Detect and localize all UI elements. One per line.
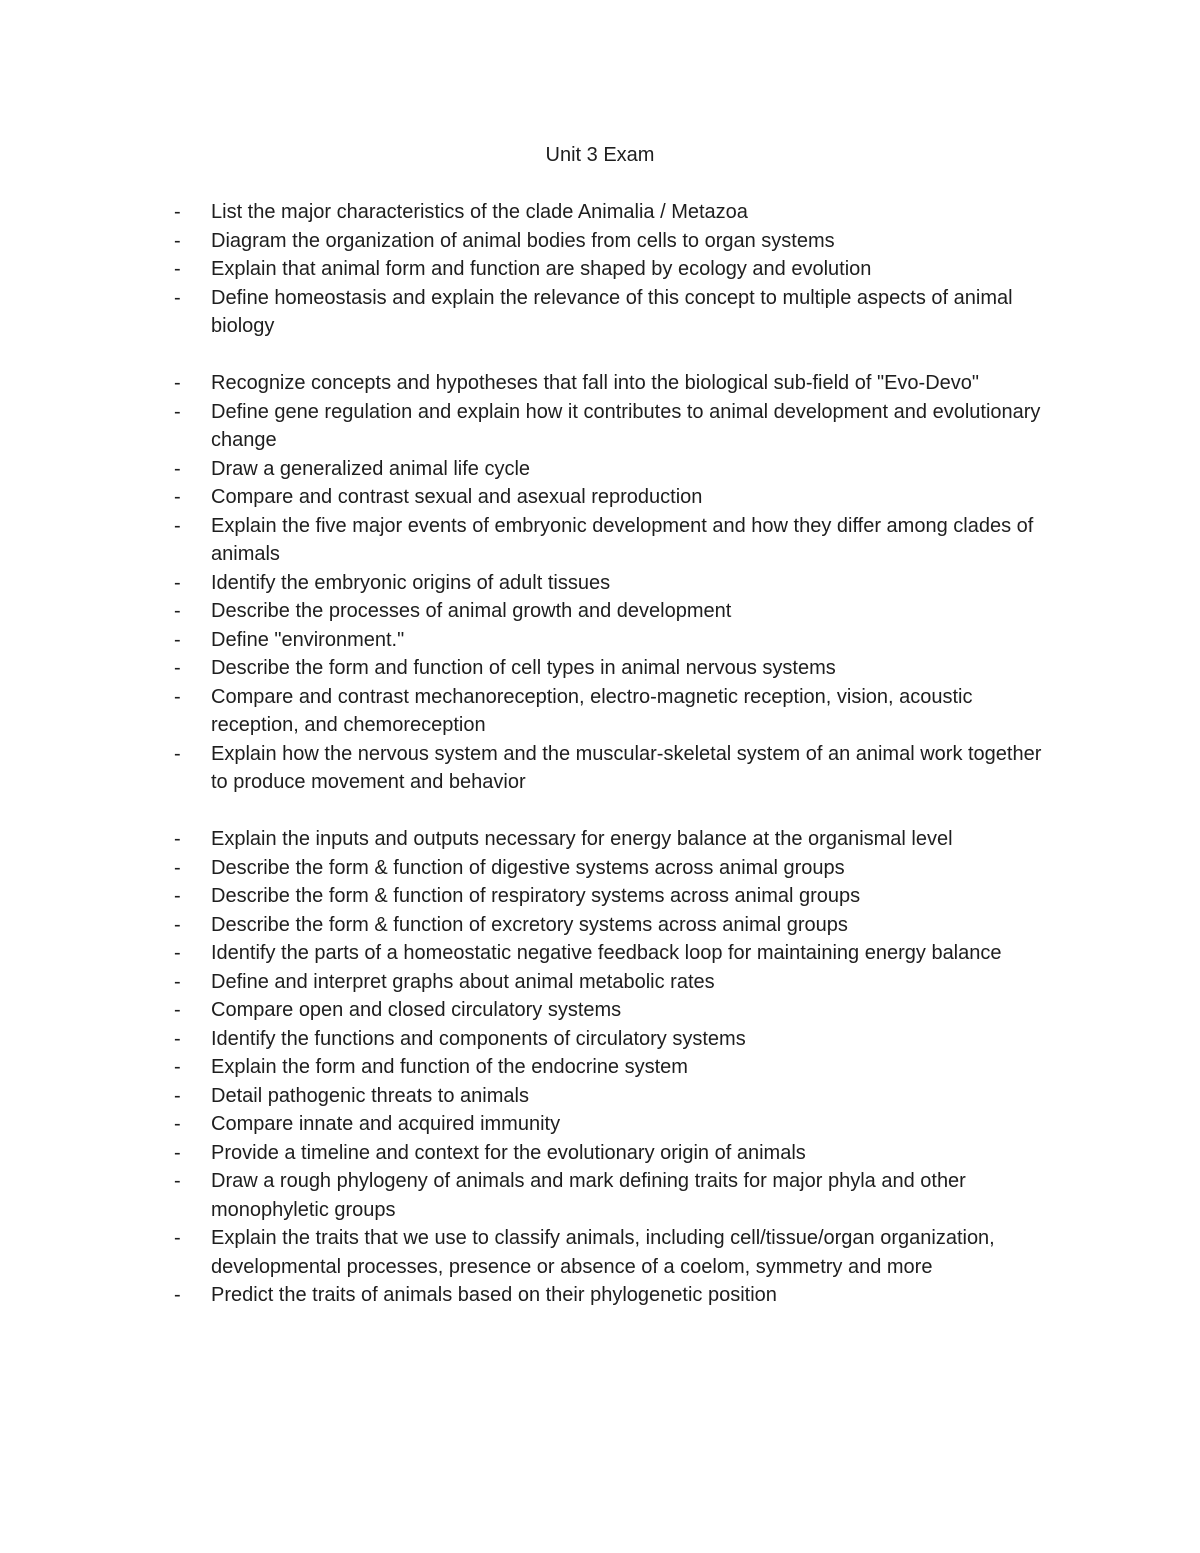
objective-text: Compare and contrast mechanoreception, electro-magnetic reception, vision, acoustic reception, and chemoreception (211, 685, 973, 736)
list-item (0, 1167, 1061, 1224)
list-item (0, 255, 1061, 284)
bullet-dash: - (174, 628, 181, 651)
list-item (0, 369, 1061, 398)
bullet-dash: - (174, 1084, 181, 1107)
list-item (0, 284, 1061, 341)
bullet-dash: - (174, 999, 181, 1021)
bullet-dash: - (174, 1056, 181, 1078)
objective-text: Draw a generalized animal life cycle (211, 457, 531, 480)
objective-text: Describe the form & function of respiratory systems across animal groups (211, 885, 861, 907)
bullet-dash: - (174, 1027, 181, 1050)
bullet-dash: - (174, 685, 181, 708)
bullet-dash: - (174, 1284, 181, 1306)
bullet-dash: - (174, 286, 181, 309)
objective-text: Describe the processes of animal growth and development (211, 600, 732, 622)
list-item (0, 740, 1061, 797)
bullet-dash: - (174, 229, 181, 252)
bullet-dash: - (174, 400, 181, 423)
objective-text: Detail pathogenic threats to animals (211, 1084, 529, 1107)
objective-text: Predict the traits of animals based on their phylogenetic position (211, 1284, 777, 1306)
bullet-dash: - (174, 970, 181, 993)
page-title: Unit 3 Exam (545, 144, 655, 166)
objective-text: List the major characteristics of the clade Animalia / Metazoa (211, 201, 748, 223)
objective-text: Identify the embryonic origins of adult tissues (211, 571, 611, 594)
list-item (0, 1139, 1061, 1168)
objective-text: Identify the parts of a homeostatic negative feedback loop for maintaining energy balance (211, 942, 1002, 964)
list-item (0, 1281, 1061, 1310)
list-item (0, 512, 1061, 569)
list-item (0, 398, 1061, 455)
bullet-dash: - (174, 514, 181, 537)
list-item (0, 911, 1061, 940)
list-item (0, 455, 1061, 484)
list-item (0, 825, 1061, 854)
objective-text: Explain the five major events of embryonic development and how they differ among clades of animals (211, 514, 1034, 565)
bullet-dash: - (174, 885, 181, 907)
objective-text: Describe the form & function of digestive systems across animal groups (211, 856, 845, 879)
list-item (0, 597, 1061, 626)
list-item (0, 654, 1061, 683)
bullet-dash: - (174, 258, 181, 280)
bullet-dash: - (174, 856, 181, 879)
list-item (0, 1053, 1061, 1082)
list-item (0, 626, 1061, 655)
objective-text: Define gene regulation and explain how it contributes to animal development and evolutionary change (211, 400, 1041, 451)
bullet-dash: - (174, 1170, 181, 1192)
list-item (0, 968, 1061, 997)
list-item (0, 996, 1061, 1025)
objective-text: Explain the traits that we use to classify animals, including cell/tissue/organ organization, developmental processes, presence or absence of a coelom, symmetry and more (211, 1227, 995, 1278)
bullet-dash: - (174, 457, 181, 480)
objective-text: Compare innate and acquired immunity (211, 1113, 561, 1135)
bullet-dash: - (174, 828, 181, 850)
objective-text: Explain the form and function of the endocrine system (211, 1056, 688, 1078)
objective-text: Identify the functions and components of circulatory systems (211, 1027, 746, 1050)
list-item (0, 569, 1061, 598)
bullet-dash: - (174, 600, 181, 622)
objective-text: Diagram the organization of animal bodies from cells to organ systems (211, 229, 835, 252)
bullet-dash: - (174, 486, 181, 508)
objective-text: Define "environment." (211, 628, 405, 651)
bullet-dash: - (174, 913, 181, 936)
list-item (0, 882, 1061, 911)
list-item (0, 483, 1061, 512)
list-item (0, 1110, 1061, 1139)
objective-text: Describe the form & function of excretory systems across animal groups (211, 913, 848, 936)
bullet-dash: - (174, 201, 181, 223)
objective-text: Define homeostasis and explain the relevance of this concept to multiple aspects of animal biology (211, 286, 1013, 337)
bullet-dash: - (174, 1227, 181, 1249)
list-item (0, 1224, 1061, 1281)
list-item (0, 198, 1061, 227)
list-item (0, 939, 1061, 968)
objective-text: Explain how the nervous system and the muscular-skeletal system of an animal work together to produce movement and behavior (211, 742, 1042, 793)
objective-text: Recognize concepts and hypotheses that fall into the biological sub-field of "Evo-Devo" (211, 372, 979, 394)
list-item (0, 683, 1061, 740)
objective-text: Define and interpret graphs about animal metabolic rates (211, 970, 715, 993)
objective-text: Explain the inputs and outputs necessary for energy balance at the organismal level (211, 828, 953, 850)
list-item (0, 854, 1061, 883)
list-item (0, 1082, 1061, 1111)
objective-text: Provide a timeline and context for the evolutionary origin of animals (211, 1141, 806, 1164)
objective-text: Describe the form and function of cell types in animal nervous systems (211, 657, 836, 679)
objective-text: Compare and contrast sexual and asexual reproduction (211, 486, 703, 508)
section-gap (0, 341, 1200, 370)
objective-text: Explain that animal form and function are shaped by ecology and evolution (211, 258, 872, 280)
bullet-dash: - (174, 657, 181, 679)
bullet-dash: - (174, 942, 181, 964)
section-gap (0, 797, 1200, 826)
objective-text: Compare open and closed circulatory systems (211, 999, 622, 1021)
bullet-dash: - (174, 571, 181, 594)
list-item (0, 1025, 1061, 1054)
bullet-dash: - (174, 1141, 181, 1164)
bullet-dash: - (174, 1113, 181, 1135)
objectives-list (0, 198, 1200, 1310)
bullet-dash: - (174, 372, 181, 394)
bullet-dash: - (174, 742, 181, 765)
objective-text: Draw a rough phylogeny of animals and mark defining traits for major phyla and other monophyletic groups (211, 1170, 966, 1221)
list-item (0, 227, 1061, 256)
